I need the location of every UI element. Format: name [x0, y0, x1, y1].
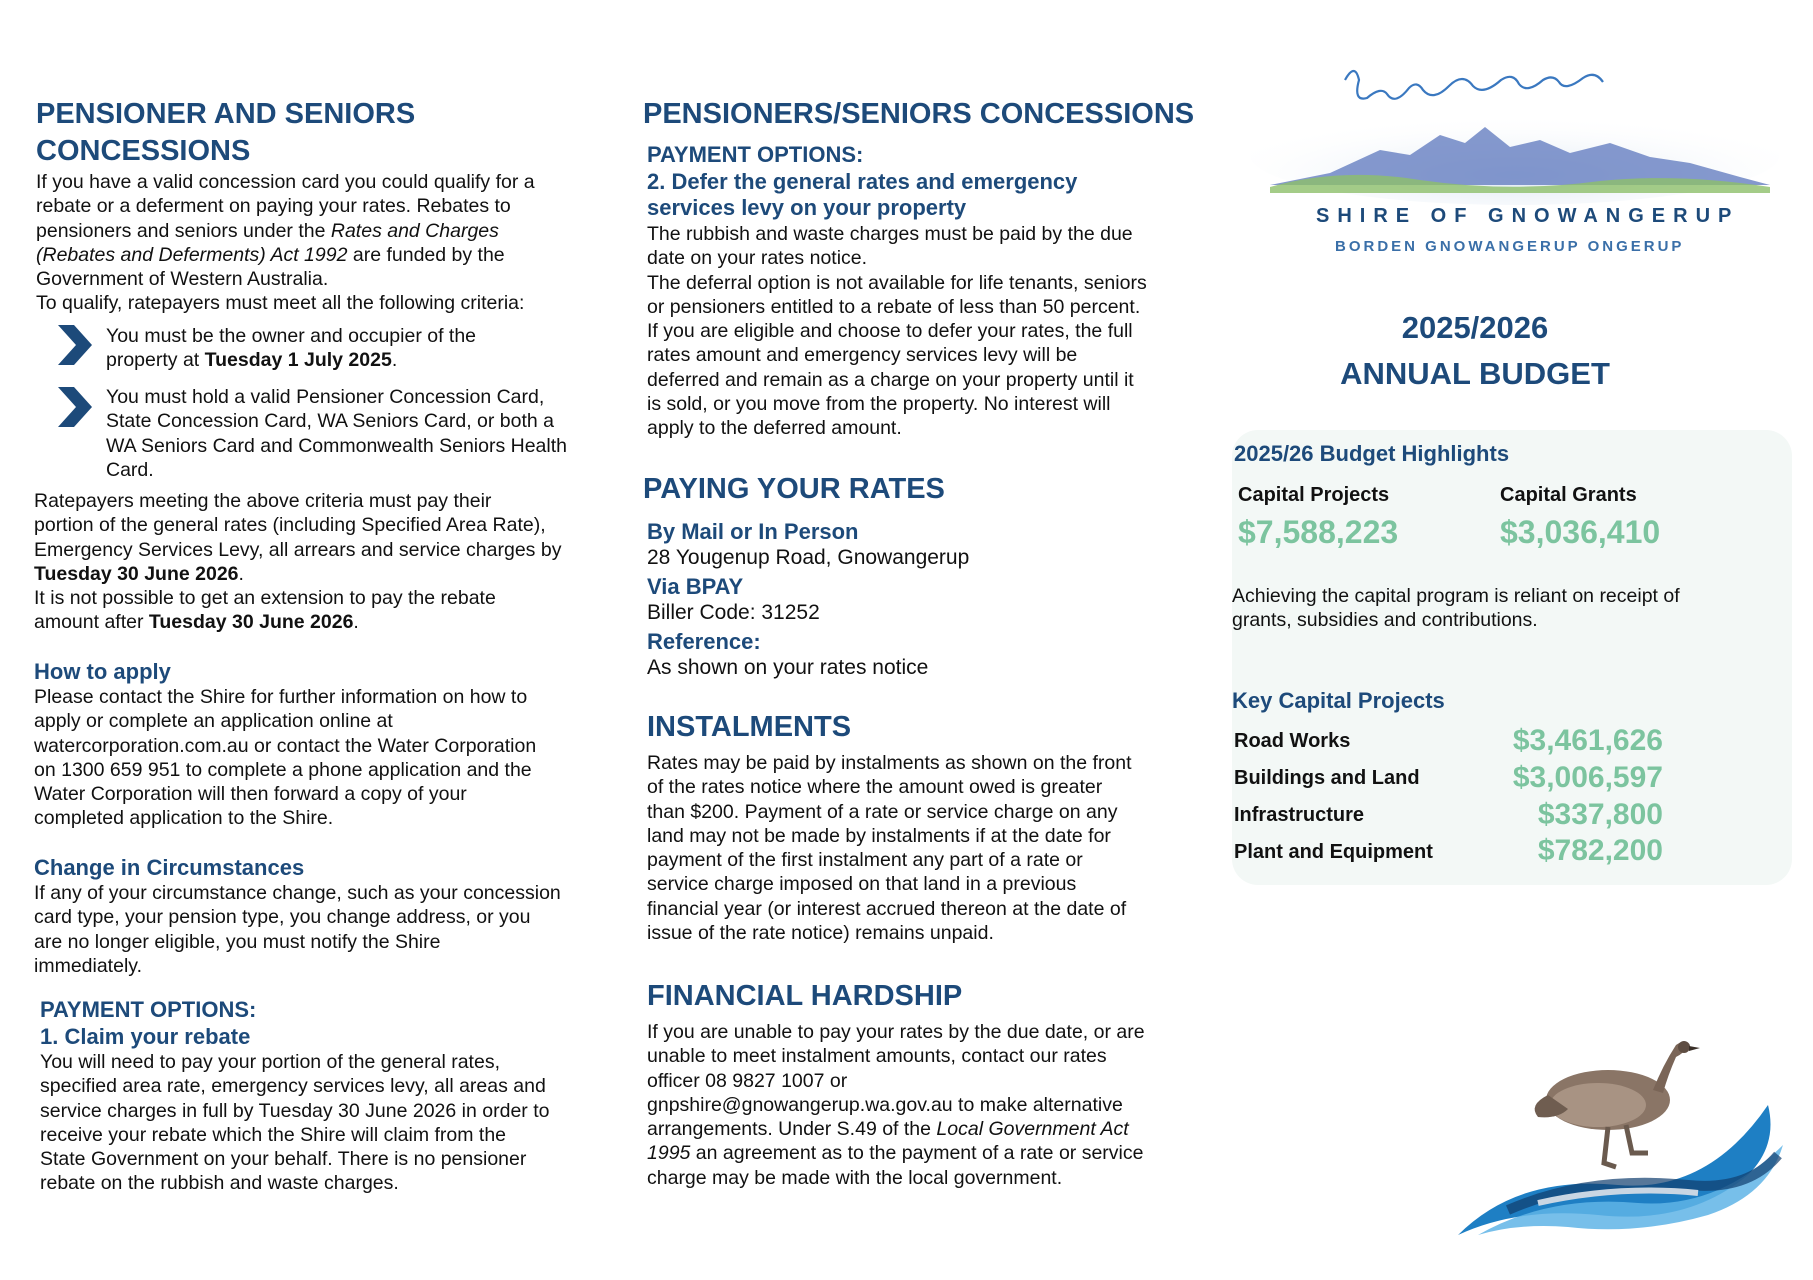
mail-label: By Mail or In Person: [647, 519, 859, 544]
page-title: [36, 96, 596, 170]
reference-value: As shown on your rates notice: [647, 656, 929, 679]
shire-name: SHIRE OF GNOWANGERUP: [1316, 205, 1740, 227]
malleefowl-wave-illustration: [1448, 1035, 1788, 1245]
capital-grants-value: $3,036,410: [1500, 514, 1661, 550]
capital-projects-value: $7,588,223: [1238, 514, 1399, 550]
shire-towns: BORDEN GNOWANGERUP ONGERUP: [1335, 238, 1685, 255]
heading-line: PENSIONER AND SENIORS: [36, 98, 416, 130]
change-circumstances-heading: Change in Circumstances: [34, 855, 305, 880]
criteria-bullet-card: You must hold a valid Pensioner Concession Card, State Concession Card, WA Seniors Card, or both a WA Seniors Card and Commonwealth Seniors Health Card.: [106, 386, 567, 481]
budget-title: ANNUAL BUDGET: [1340, 356, 1610, 391]
financial-hardship-paragraph: If you are unable to pay your rates by the due date, or are unable to meet instalment amounts, contact our rates officer 08 9827 1007 or gnpshire@gnowangerup.wa.gov.au to make alternative arrangements. Under S.49 of the Local Government Act 1995 an agreement as to the payment of a rate or service charge may be made with the local government.: [647, 1021, 1145, 1189]
reference-label: Reference:: [647, 629, 761, 654]
project-name: Buildings and Land: [1234, 767, 1420, 789]
capital-grants-label: Capital Grants: [1500, 484, 1637, 506]
project-name: Road Works: [1234, 730, 1351, 752]
defer-rates-subheading: 2. Defer the general rates and emergency services levy on your property: [647, 169, 1078, 220]
criteria-bullet-owner: You must be the owner and occupier of the property at Tuesday 1 July 2025.: [106, 325, 477, 372]
project-value: $3,006,597: [1512, 761, 1663, 794]
change-circumstances-paragraph: If any of your circumstance change, such as your concession card type, your pension type, you change address, or you are no longer eligible, you must notify the Shire immediately.: [34, 882, 561, 977]
claim-rebate-paragraph: You will need to pay your portion of the general rates, specified area rate, emergency services levy, all areas and service charges in full by Tuesday 30 June 2026 in order to receive your rebate which the Shire will claim from the State Government on your behalf. There is no pensioner rebate on the rubbish and waste charges.: [40, 1051, 550, 1195]
mail-address: 28 Yougenup Road, Gnowangerup: [647, 546, 970, 569]
defer-rates-paragraph: The rubbish and waste charges must be paid by the due date on your rates notice. The deferral option is not available for life tenants, seniors or pensioners entitled to a rebate of less than 50 percent. If you are eligible and choose to defer your rates, the full rates amount and emergency services levy will be deferred and remain as a charge on your property until it is sold, or you move from the property. No interest will apply to the deferred amount.: [647, 223, 1147, 440]
instalments-heading: INSTALMENTS: [647, 711, 852, 743]
how-to-apply-paragraph: Please contact the Shire for further information on how to apply or complete an application online at watercorporation.com.au or contact the Water Corporation on 1300 659 951 to complete a phone application and the Water Corporation will then forward a copy of your completed application to the Shire.: [34, 686, 537, 830]
biller-code: Biller Code: 31252: [647, 601, 820, 624]
key-projects-heading: Key Capital Projects: [1232, 688, 1445, 713]
paying-rates-heading: PAYING YOUR RATES: [643, 473, 945, 505]
project-value: $3,461,626: [1512, 724, 1663, 757]
pensioners-seniors-heading: PENSIONERS/SENIORS CONCESSIONS: [643, 98, 1195, 130]
payment-options-heading: PAYMENT OPTIONS:: [40, 997, 257, 1022]
financial-hardship-heading: FINANCIAL HARDSHIP: [647, 980, 963, 1012]
how-to-apply-heading: How to apply: [34, 659, 171, 684]
mountain-landscape-icon: [1250, 55, 1780, 205]
chevron-right-icon: [54, 323, 94, 367]
project-name: Plant and Equipment: [1234, 841, 1433, 863]
heading-line: CONCESSIONS: [36, 135, 251, 167]
payment-options-heading: PAYMENT OPTIONS:: [647, 142, 864, 167]
claim-rebate-subheading: 1. Claim your rebate: [40, 1024, 251, 1049]
project-value: $337,800: [1537, 798, 1663, 831]
chevron-right-icon: [54, 385, 94, 429]
criteria-paragraph: Ratepayers meeting the above criteria must pay their portion of the general rates (including Specified Area Rate), Emergency Services Levy, all arrears and service charges by Tuesday 30 June 2026. It is not possible to get an extension to pay the rebate amount after Tuesday 30 June 2026.: [34, 490, 562, 634]
capital-projects-label: Capital Projects: [1238, 484, 1390, 506]
project-value: $782,200: [1537, 834, 1663, 867]
capital-program-note: Achieving the capital program is reliant on receipt of grants, subsidies and contributions.: [1232, 585, 1680, 632]
instalments-paragraph: Rates may be paid by instalments as shown on the front of the rates notice where the amount owed is greater than $200. Payment of a rate or service charge on any land may not be made by instalments if at the date for payment of the first instalment any part of a rate or service charge imposed on that land in a previous financial year (or interest accrued thereon at the date of issue of the rate notice) remains unpaid.: [647, 752, 1132, 945]
highlights-heading: 2025/26 Budget Highlights: [1234, 441, 1510, 466]
intro-paragraph: If you have a valid concession card you could qualify for a rebate or a deferment on paying your rates. Rebates to pensioners and seniors under the Rates and Charges (Rebates and Deferments) Act 1992 are funded by the Government of Western Australia. To qualify, ratepayers must meet all the following criteria:: [36, 171, 535, 315]
project-name: Infrastructure: [1234, 804, 1365, 826]
bpay-label: Via BPAY: [647, 574, 744, 599]
budget-year: 2025/2026: [1401, 310, 1549, 345]
